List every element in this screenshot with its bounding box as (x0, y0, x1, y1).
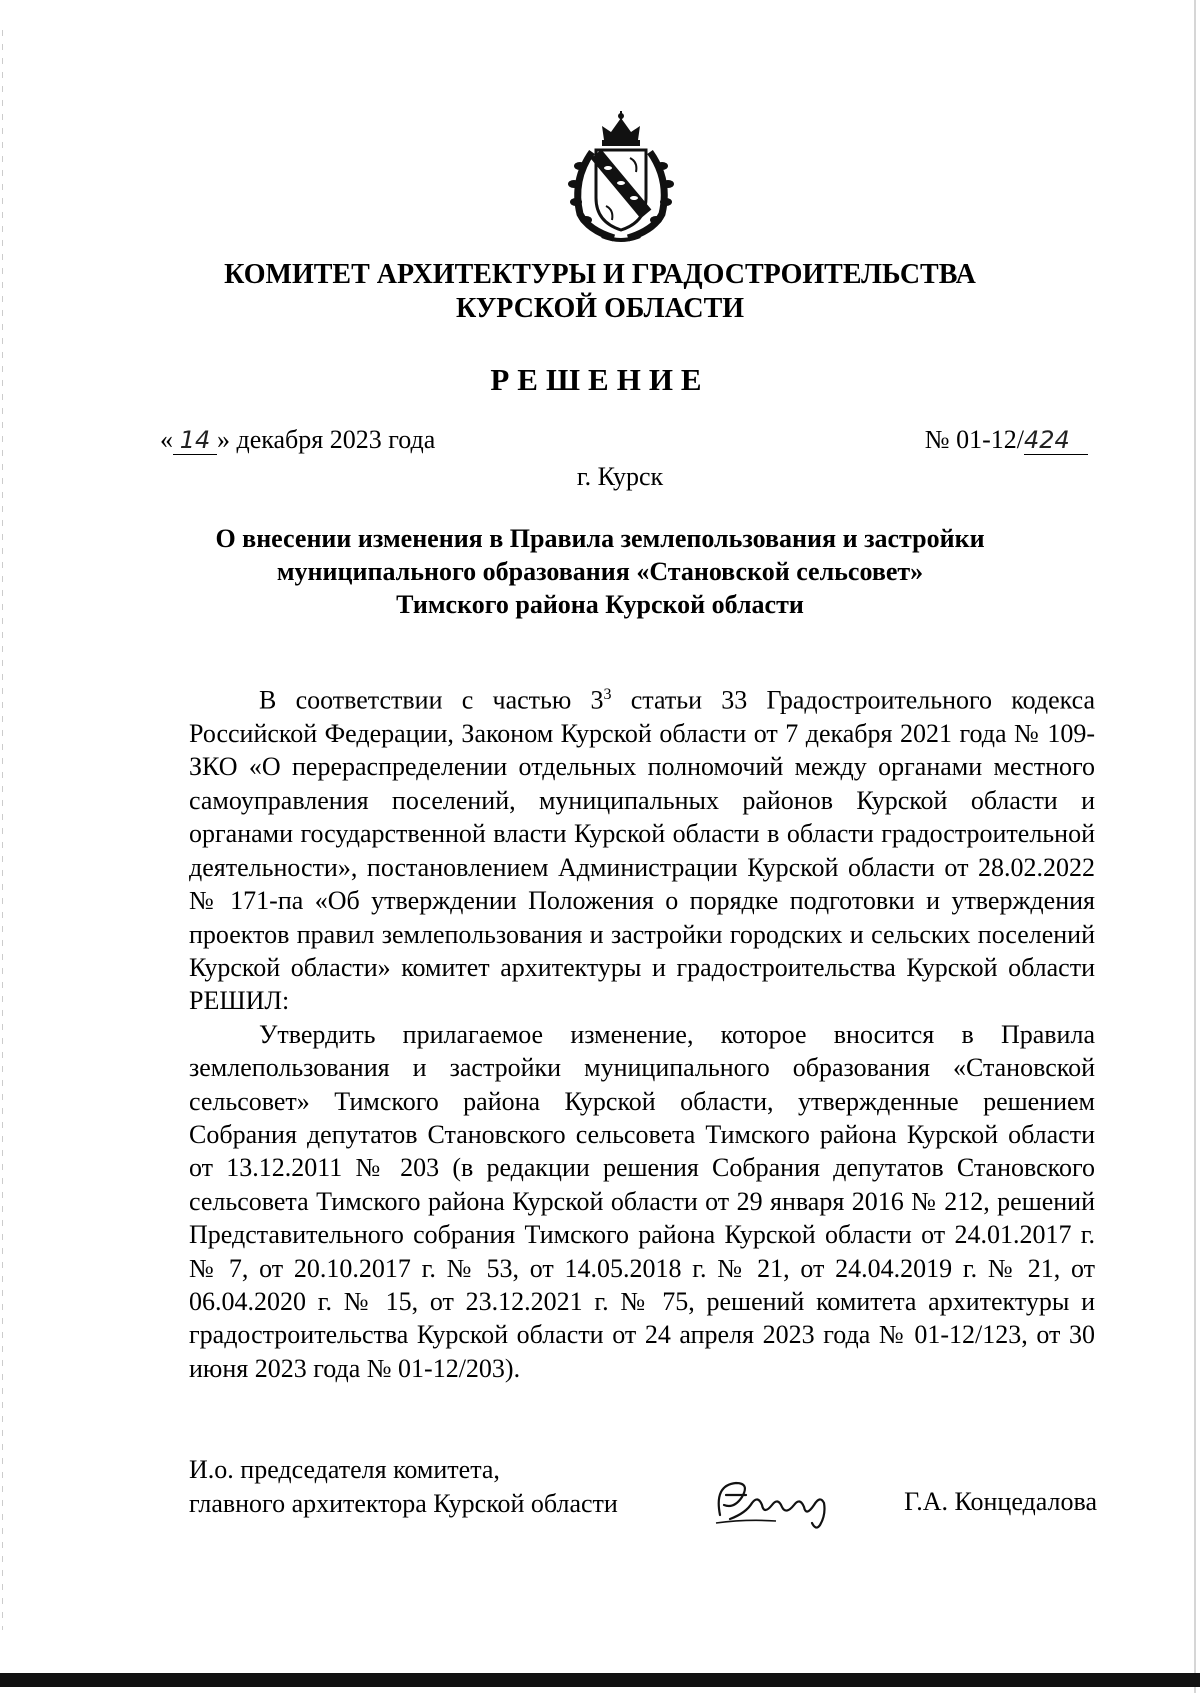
part-superscript: 3 (603, 686, 612, 703)
decision-body (189, 678, 1095, 1385)
number-prefix: № 01-12/ (924, 425, 1024, 454)
decision-number (925, 425, 1088, 455)
handwritten-signature-icon (706, 1475, 846, 1533)
document-type: РЕШЕНИЕ (490, 362, 710, 397)
scan-edge-bottom (0, 1673, 1200, 1687)
decision-date (160, 425, 435, 455)
subject-line1: О внесении изменения в Правила землепользования и застройки (215, 524, 985, 553)
organization-name-line1: КОМИТЕТ АРХИТЕКТУРЫ И ГРАДОСТРОИТЕЛЬСТВА (224, 259, 976, 290)
number-handwritten: 424 (1024, 426, 1088, 455)
date-day-handwritten: 14 (173, 426, 217, 455)
signatory-position-line1: И.о. председателя комитета, (189, 1455, 500, 1484)
subject-line2: муниципального образования «Становской сельсовет» (276, 557, 924, 586)
subject-line3: Тимского района Курской области (396, 590, 804, 619)
date-open-quote: « (160, 425, 173, 454)
paragraph-legal-basis-start: В соответствии с частью 3 (259, 685, 604, 715)
paragraph-legal-basis-rest: статьи 33 Градостроительного кодекса Российской Федерации, Законом Курской области от 7 декабря 2021 года № 109-ЗКО «О перераспределении отдельных полномочий между органами местного самоуправления поселений, муниципальных районов Курской области и органами государственной власти Курской области в области градостроительной деятельности», постановлением Администрации Курской области от 28.02.2022 № 171-па «Об утверждении Положения о порядке подготовки и утверждения проектов правил землепользования и застройки городских и сельских поселений Курской области» комитет архитектуры и градостроительства Курской области РЕШИЛ: (189, 685, 1096, 1016)
city: г. Курск (576, 462, 664, 491)
signatory-position-line2: главного архитектора Курской области (189, 1489, 618, 1518)
scan-edge-right (1194, 0, 1196, 1693)
organization-name-line2: КУРСКОЙ ОБЛАСТИ (455, 293, 745, 324)
coat-of-arms-icon (562, 110, 680, 244)
signer-name: Г.А. Концедалова (904, 1487, 1097, 1516)
paragraph-legal-basis (189, 678, 1095, 1018)
signatory-position (189, 1453, 618, 1521)
date-month-year: » декабря 2023 года (217, 425, 436, 454)
paragraph-resolution: Утвердить прилагаемое изменение, которое вносится в Правила землепользования и застройки муниципального образования «Становской сельсовет» Тимского района Курской области, утвержденные решением Собрания депутатов Становского сельсовета Тимского района Курской области от 13.12.2011 № 203 (в редакции решения Собрания депутатов Становского сельсовета Тимского района Курской области от 29 января 2016 № 212, решений Представительного собрания Тимского района Курской области от 24.01.2017 г. № 7, от 20.10.2017 г. № 53, от 14.05.2018 г. № 21, от 24.04.2019 г. № 21, от 06.04.2020 г. № 15, от 23.12.2021 г. № 75, решений комитета архитектуры и градостроительства Курской области от 24 апреля 2023 года № 01-12/123, от 30 июня 2023 года № 01-12/203). (189, 1019, 1095, 1383)
